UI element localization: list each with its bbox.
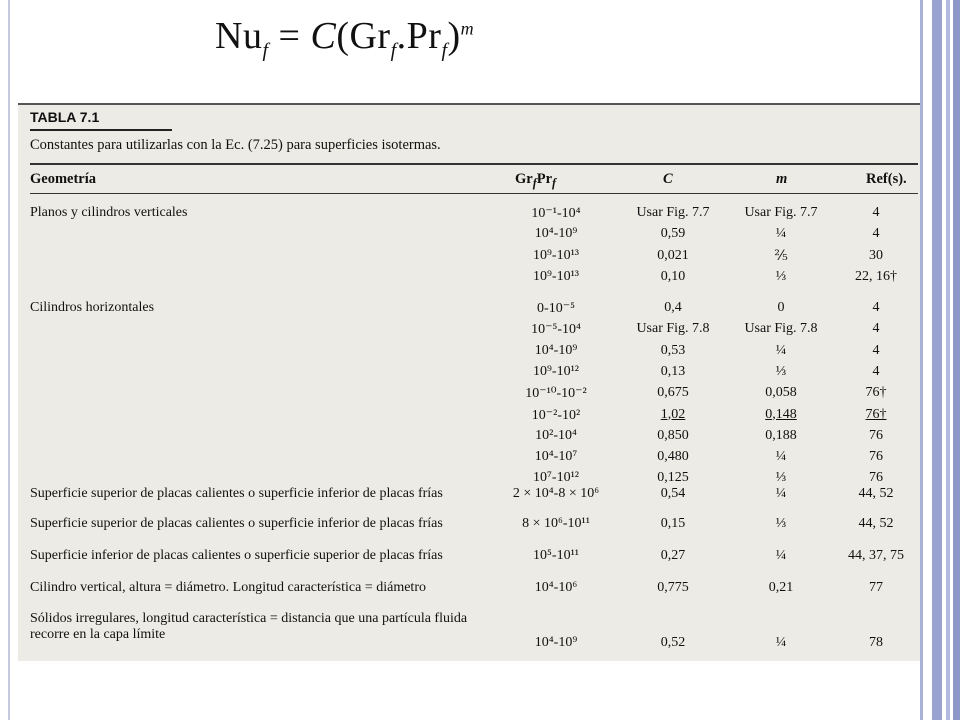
cell-grpr: 10⁴-10⁹ (534, 635, 578, 650)
cell-m: Usar Fig. 7.8 (744, 321, 818, 337)
cell-grpr: 10²-10⁴ (535, 427, 577, 443)
cell-ref: 44, 52 (858, 486, 894, 501)
cell-m: ⅓ (775, 516, 787, 531)
header-geometry: Geometría (30, 171, 97, 187)
header-c: C (663, 171, 673, 187)
cell-grpr: 10⁻¹-10⁴ (531, 206, 581, 221)
cell-c: 0,4 (664, 300, 682, 315)
cell-grpr: 10⁹-10¹³ (533, 247, 579, 263)
cell-m: 0,21 (768, 580, 794, 595)
cell-grpr: 8 × 10⁶-10¹¹ (522, 516, 590, 531)
cell-m: ⅓ (775, 363, 787, 379)
geometry-label: Planos y cilindros verticales (30, 205, 188, 220)
cell-m: 0,148 (765, 406, 797, 422)
cell-grpr: 10⁴-10⁷ (534, 449, 578, 465)
cell-c: 0,775 (657, 580, 689, 595)
cell-m: Usar Fig. 7.7 (744, 205, 818, 220)
slide-left-rule (8, 0, 10, 720)
geometry-label: Cilindro vertical, altura = diámetro. Longitud característica = diámetro (30, 580, 426, 595)
cell-ref: 30 (869, 247, 883, 263)
cell-c: 1,02 (660, 406, 686, 422)
cell-ref: 78 (869, 635, 883, 650)
nusselt-formula: $Nu_f = C(Gr_f.Pr_f)^m$ (215, 15, 475, 62)
cell-m: ¼ (775, 548, 787, 563)
cell-grpr: 10⁴-10⁹ (534, 342, 578, 358)
header-refs: Ref(s). (866, 171, 907, 187)
cell-ref: 76 (869, 470, 883, 486)
cell-c: 0,10 (660, 268, 686, 284)
cell-ref: 76 (869, 449, 883, 465)
cell-m: 0 (777, 300, 785, 315)
cell-grpr: 0-10⁻⁵ (537, 301, 575, 316)
header-m: m (776, 171, 788, 187)
cell-grpr: 10⁹-10¹² (533, 363, 579, 379)
cell-c: Usar Fig. 7.8 (636, 321, 710, 337)
cell-m: ¼ (775, 226, 787, 242)
cell-ref: 4 (872, 321, 880, 337)
cell-grpr: 10⁵-10¹¹ (533, 548, 579, 563)
cell-m: 0,188 (765, 427, 797, 443)
geometry-label: Superficie superior de placas calientes o superficie inferior de placas frías (30, 516, 443, 531)
cell-c: 0,125 (657, 470, 689, 486)
geometry-label: Sólidos irregulares, longitud característica = distancia que una partícula fluida recorre en la capa límite (30, 611, 468, 642)
cell-ref: 4 (872, 342, 880, 358)
cell-c: 0,27 (660, 548, 686, 563)
cell-ref: 4 (872, 363, 880, 379)
cell-grpr: 2 × 10⁴-8 × 10⁶ (512, 486, 600, 501)
cell-c: 0,52 (660, 635, 686, 650)
cell-c: 0,675 (657, 385, 689, 401)
cell-ref: 4 (872, 226, 880, 242)
cell-grpr: 10⁹-10¹³ (533, 268, 579, 284)
cell-m: 0,058 (765, 385, 797, 401)
cell-ref: 76 (869, 427, 883, 443)
cell-m: ⅓ (775, 470, 787, 486)
cell-ref: 76† (865, 385, 887, 401)
header-grpr: $Gr_fPr_f$ (515, 171, 557, 190)
cell-ref: 44, 37, 75 (848, 548, 904, 563)
cell-grpr: 10⁷-10¹² (533, 470, 579, 486)
cell-m: ¼ (775, 635, 787, 650)
cell-ref: 22, 16† (855, 268, 897, 284)
cell-grpr: 10⁴-10⁶ (534, 580, 578, 595)
cell-c: 0,021 (657, 247, 689, 263)
cell-ref: 76† (865, 406, 887, 422)
cell-c: 0,59 (660, 226, 686, 242)
cell-m: ¼ (775, 449, 787, 465)
cell-m: ¼ (775, 342, 787, 358)
geometry-label: Superficie inferior de placas calientes o superficie superior de placas frías (30, 548, 443, 563)
table-caption: Constantes para utilizarlas con la Ec. (7.25) para superficies isotermas. (30, 137, 441, 153)
cell-m: ⅖ (774, 248, 788, 264)
cell-m: ¼ (775, 486, 787, 501)
slide-right-decoration (920, 0, 960, 720)
cell-grpr: 10⁴-10⁹ (534, 226, 578, 242)
table-image (18, 103, 920, 661)
cell-m: ⅓ (775, 268, 787, 284)
cell-ref: 77 (869, 580, 883, 595)
cell-c: 0,13 (660, 363, 686, 379)
cell-ref: 4 (872, 300, 880, 315)
cell-c: 0,53 (660, 342, 686, 358)
cell-c: 0,480 (657, 449, 689, 465)
geometry-label: Superficie superior de placas calientes o superficie inferior de placas frías (30, 486, 443, 501)
cell-grpr: 10⁻¹⁰-10⁻² (525, 386, 587, 402)
cell-grpr: 10⁻⁵-10⁴ (531, 322, 581, 338)
cell-c: 0,850 (657, 427, 689, 443)
cell-c: Usar Fig. 7.7 (636, 205, 710, 220)
cell-grpr: 10⁻²-10² (531, 407, 581, 423)
table-label: TABLA 7.1 (30, 109, 100, 125)
geometry-label: Cilindros horizontales (30, 300, 155, 315)
cell-ref: 44, 52 (858, 516, 894, 531)
cell-c: 0,54 (660, 486, 686, 501)
cell-ref: 4 (872, 205, 880, 220)
cell-c: 0,15 (660, 516, 686, 531)
